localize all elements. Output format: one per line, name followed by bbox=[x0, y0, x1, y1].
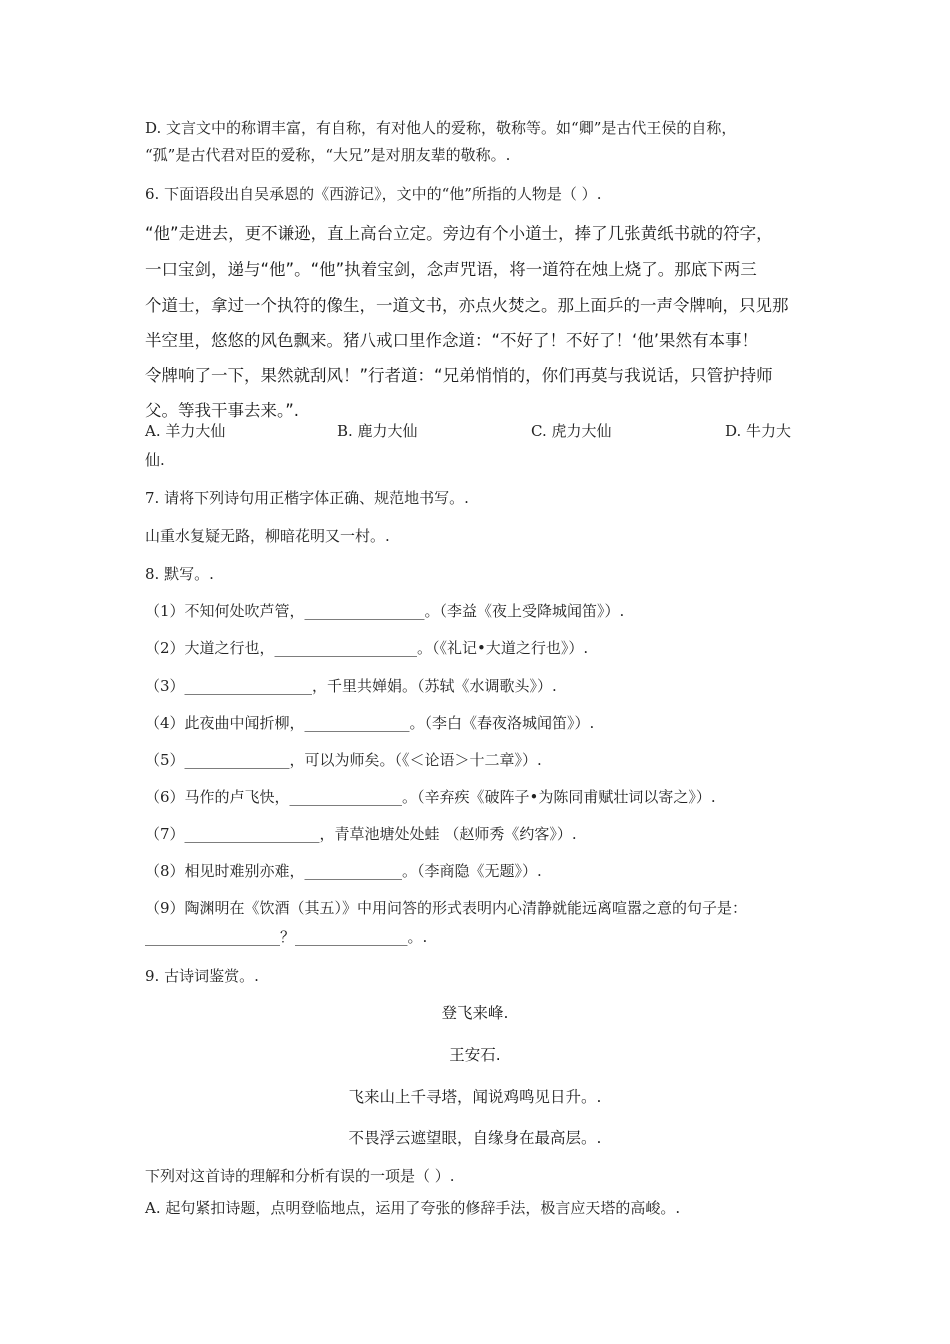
q9-stem: 9. 古诗词鉴赏。. bbox=[145, 967, 259, 985]
q8-item: （5）______________，可以为师矣。（《＜论语＞十二章》）. bbox=[145, 751, 542, 769]
q8-item: （8）相见时难别亦难，_____________。（李商隐《无题》）. bbox=[145, 862, 542, 880]
q6-option-c: C. 虎力大仙 bbox=[531, 422, 612, 440]
q8-item: （1）不知何处吹芦管，________________。（李益《夜上受降城闻笛》）. bbox=[145, 602, 625, 620]
q6-stem: 6. 下面语段出自吴承恩的《西游记》，文中的“他”所指的人物是（ ）. bbox=[145, 185, 602, 203]
poem-author: 王安石. bbox=[449, 1046, 501, 1064]
q6-option-d: D. 牛力大 bbox=[725, 422, 792, 440]
q6-passage-line: 个道士，拿过一个执符的像生，一道文书，亦点火焚之。那上面乒的一声令牌响，只见那 bbox=[145, 296, 789, 315]
q8-item: __________________？_______________。. bbox=[145, 928, 428, 946]
q7-stem: 7. 请将下列诗句用正楷字体正确、规范地书写。. bbox=[145, 489, 469, 507]
q6-option-b: B. 鹿力大仙 bbox=[337, 422, 418, 440]
poem-title: 登飞来峰. bbox=[441, 1004, 509, 1022]
q6-passage-line: 一口宝剑，递与“他”。“他”执着宝剑，念声咒语，将一道符在烛上烧了。那底下两三 bbox=[145, 260, 757, 279]
q6-passage-line: 令牌响了一下，果然就刮风！”行者道：“兄弟悄悄的，你们再莫与我说话，只管护持师 bbox=[145, 366, 773, 385]
q8-item: （2）大道之行也，___________________。（《礼记•大道之行也》）. bbox=[145, 639, 589, 657]
q6-passage-line: “他”走进去，更不谦逊，直上高台立定。旁边有个小道士，捧了几张黄纸书就的符字， bbox=[145, 224, 773, 243]
q8-item: （4）此夜曲中闻折柳，______________。（李白《春夜洛城闻笛》）. bbox=[145, 714, 595, 732]
q8-item: （6）马作的卢飞快，_______________。（辛弃疾《破阵子•为陈同甫赋壮词以寄之》）. bbox=[145, 788, 716, 806]
q5-option-d-line2: “孤”是古代君对臣的爱称，“大兄”是对朋友辈的敬称。. bbox=[145, 146, 511, 164]
q6-option-a: A. 羊力大仙 bbox=[145, 422, 226, 440]
q6-passage-line: 半空里，悠悠的风色飘来。猪八戒口里作念道：“不好了！不好了！‘他’果然有本事！ bbox=[145, 331, 759, 350]
q6-option-d-wrap: 仙. bbox=[145, 451, 165, 469]
q8-item: （9）陶渊明在《饮酒（其五）》中用问答的形式表明内心清静就能远离喧嚣之意的句子是： bbox=[145, 899, 748, 917]
poem-line: 不畏浮云遮望眼，自缘身在最高层。. bbox=[348, 1129, 602, 1147]
q5-option-d-line1: D. 文言文中的称谓丰富，有自称，有对他人的爱称，敬称等。如“卿”是古代王侯的自称， bbox=[145, 119, 737, 137]
q9-option-a: A. 起句紧扣诗题，点明登临地点，运用了夸张的修辞手法，极言应天塔的高峻。. bbox=[145, 1199, 681, 1217]
q8-stem: 8. 默写。. bbox=[145, 565, 214, 583]
q8-item: （3）_________________，千里共婵娟。（苏轼《水调歌头》）. bbox=[145, 677, 557, 695]
poem-line: 飞来山上千寻塔，闻说鸡鸣见日升。. bbox=[348, 1088, 602, 1106]
q6-passage-line: 父。等我干事去来。”. bbox=[145, 401, 300, 420]
q7-poem: 山重水复疑无路，柳暗花明又一村。. bbox=[145, 527, 390, 545]
q8-item: （7）__________________，青草池塘处处蛙 （赵师秀《约客》）. bbox=[145, 825, 577, 843]
q9-question: 下列对这首诗的理解和分析有误的一项是（ ）. bbox=[145, 1167, 455, 1185]
